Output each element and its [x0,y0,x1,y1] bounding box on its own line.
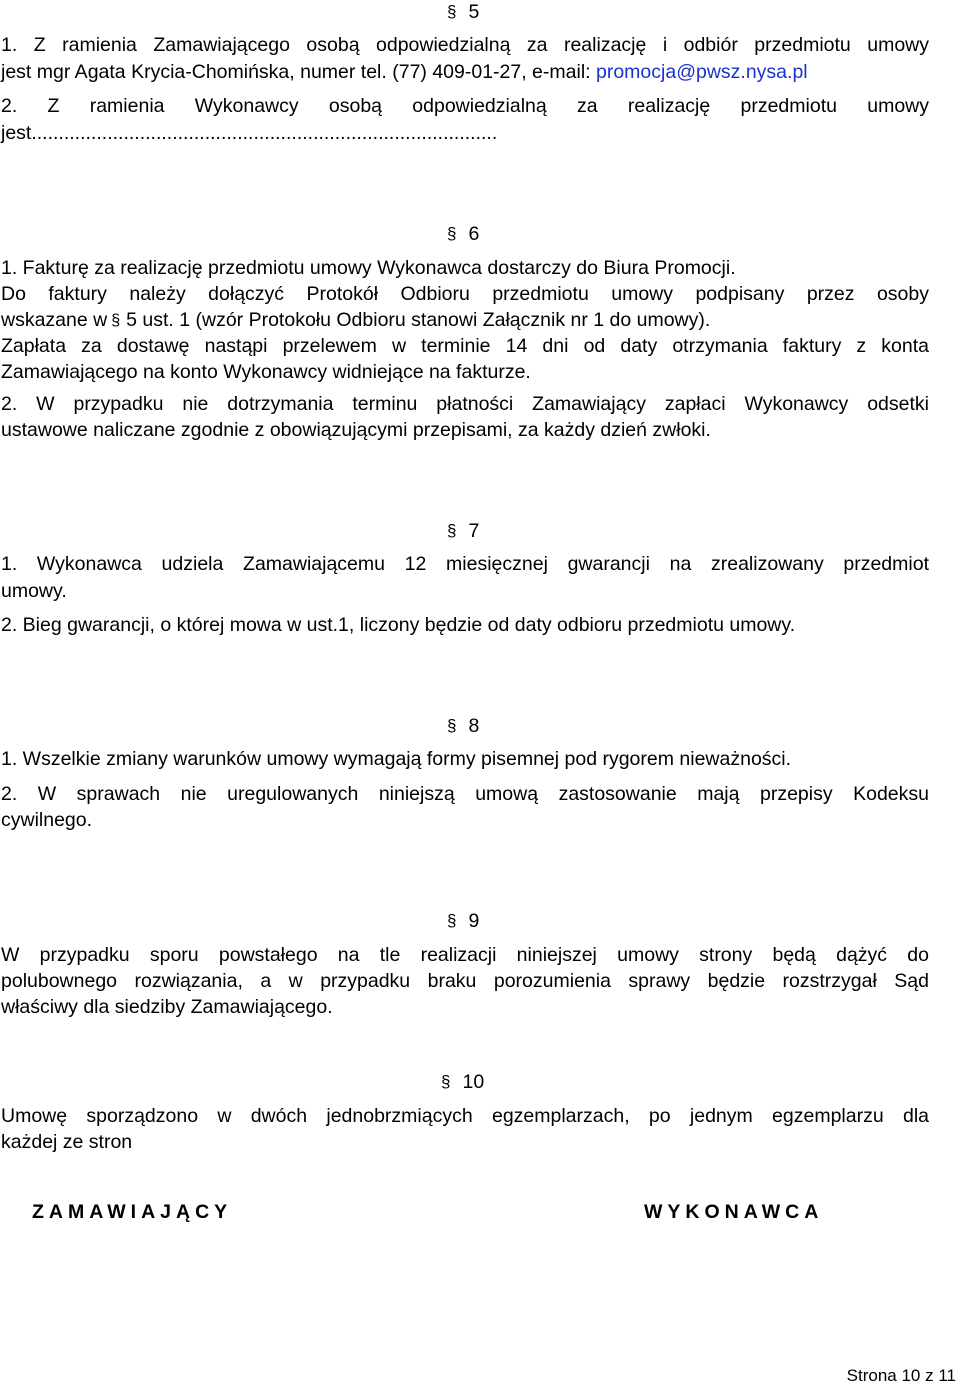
s5-paragraph-1-line-1: 1. Z ramienia Zamawiającego osobą odpowiedzialną za realizację i odbiór przedmiotu umowy [1,34,929,56]
s9-line-1: W przypadku sporu powstałego na tle realizacji niniejszej umowy strony będą dążyć do [1,944,929,966]
section-number: 10 [462,1071,485,1093]
s6-line-3-end: 5 ust. 1 (wzór Protokołu Odbioru stanowi Załącznik nr 1 do umowy). [126,309,711,331]
email-link[interactable]: promocja@pwsz.nysa.pl [596,61,808,83]
section-sign-icon: § [447,716,457,735]
section-9-heading [447,909,479,933]
s6-line-4: Zapłata za dostawę nastąpi przelewem w terminie 14 dni od daty otrzymania faktury z konta [1,335,929,357]
section-sign-icon: § [447,224,457,243]
section-7-heading [447,519,479,543]
section-5-heading [447,0,479,24]
s8-line-2: 2. W sprawach nie uregulowanych niniejszą umową zastosowanie mają przepisy Kodeksu [1,783,929,805]
s8-line-3: cywilnego. [1,809,93,831]
s7-line-2: umowy. [1,580,67,602]
s9-line-2: polubownego rozwiązania, a w przypadku braku porozumienia sprawy będzie rozstrzygał Sąd [1,970,929,992]
section-sign-icon: § [441,1072,451,1091]
s5-paragraph-2-line-1: 2. Z ramienia Wykonawcy osobą odpowiedzialną za realizację przedmiotu umowy [1,95,929,117]
section-number: 9 [468,910,480,932]
section-6-heading [447,222,479,246]
section-10-heading [441,1070,484,1094]
s9-line-3: właściwy dla siedziby Zamawiającego. [1,996,333,1018]
s7-line-1: 1. Wykonawca udziela Zamawiającemu 12 miesięcznej gwarancji na zrealizowany przedmiot [1,553,929,575]
section-sign-icon: § [111,312,121,329]
section-sign-icon: § [447,2,457,21]
s6-line-3 [1,308,710,333]
s8-line-1: 1. Wszelkie zmiany warunków umowy wymagają formy pisemnej pod rygorem nieważności. [1,748,792,770]
s6-line-6: 2. W przypadku nie dotrzymania terminu płatności Zamawiający zapłaci Wykonawcy odsetki [1,393,929,415]
s6-line-1: 1. Fakturę za realizację przedmiotu umowy Wykonawca dostarczy do Biura Promocji. [1,257,736,279]
s6-line-2: Do faktury należy dołączyć Protokół Odbioru przedmiotu umowy podpisany przez osoby [1,283,929,305]
section-number: 8 [468,715,480,737]
section-8-heading [447,714,479,738]
s7-line-3: 2. Bieg gwarancji, o której mowa w ust.1, liczony będzie od daty odbioru przedmiotu umowy. [1,614,796,636]
s5-paragraph-2-line-2: jest...................................................................................... [1,122,498,144]
s5-contact-text: jest mgr Agata Krycia-Chomińska, numer tel. (77) 409-01-27, e-mail: [1,61,596,83]
s10-line-2: każdej ze stron [1,1131,133,1153]
s5-paragraph-1-line-2 [1,60,808,84]
s6-line-3-start: wskazane w [1,309,108,331]
section-number: 6 [468,223,480,245]
s6-line-7: ustawowe naliczane zgodnie z obowiązującymi przepisami, za każdy dzień zwłoki. [1,419,711,441]
signature-zamawiajacy: ZAMAWIAJĄCY [32,1201,233,1223]
s10-line-1: Umowę sporządzono w dwóch jednobrzmiących egzemplarzach, po jednym egzemplarzu dla [1,1105,929,1127]
signature-wykonawca: WYKONAWCA [644,1201,824,1223]
section-number: 7 [468,520,480,542]
section-number: 5 [468,1,480,23]
section-sign-icon: § [447,521,457,540]
s6-line-5: Zamawiającego na konto Wykonawcy widniejące na fakturze. [1,361,531,383]
section-sign-icon: § [447,911,457,930]
page-number: Strona 10 z 11 [846,1366,956,1385]
